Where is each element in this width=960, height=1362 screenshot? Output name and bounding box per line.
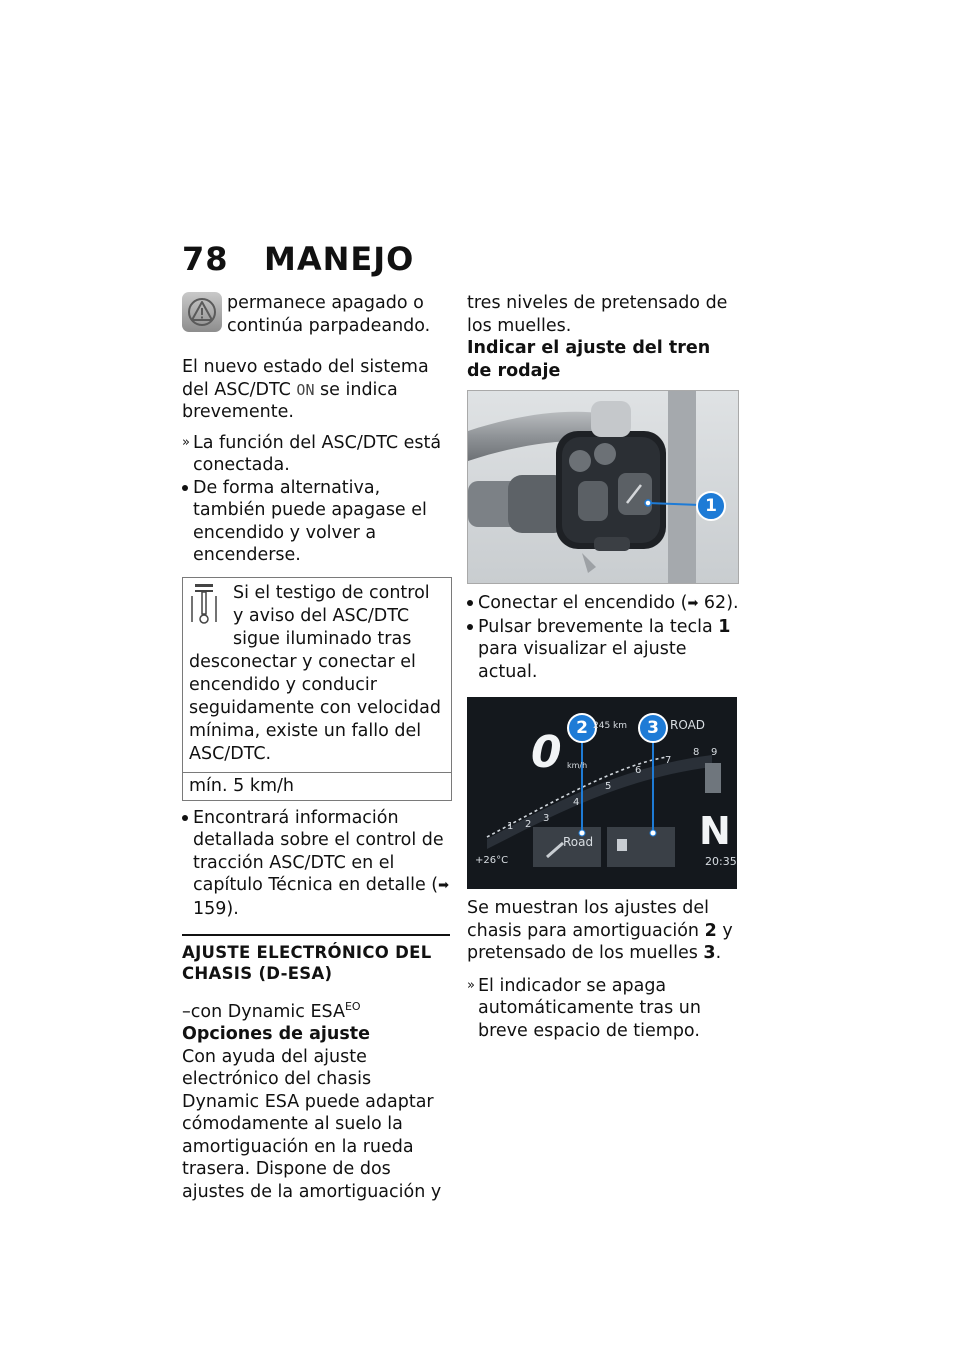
rpm-tick-6: 6: [635, 765, 642, 776]
page-reference-arrow-icon: ➡: [687, 596, 699, 611]
on-indicator: ON: [296, 380, 315, 399]
rpm-tick-5: 5: [605, 781, 612, 792]
callout-1: 1: [696, 491, 726, 521]
handlebar-switch-figure: [467, 390, 739, 584]
bullet-icon: [182, 815, 188, 821]
rpm-tick-4: 4: [573, 797, 580, 808]
bullet-item-reference: Encontrará información detallada sobre el control de tracción ASC/DTC en el capítulo Técnica en detalle (➡ 159).: [182, 807, 452, 921]
description-paragraph: Con ayuda del ajuste electrónico del chasis Dynamic ESA puede adaptar cómodamente al suelo la amortiguación en la rueda trasera. Dispone de dos ajustes de la amortiguación y: [182, 1046, 442, 1202]
section-title: MANEJO: [264, 240, 415, 278]
bullet-icon: [467, 600, 473, 606]
bullet-icon: [182, 485, 188, 491]
rpm-tick-8: 8: [693, 747, 700, 758]
rpm-tick-3: 3: [543, 813, 550, 824]
callout-2: 2: [567, 713, 597, 743]
subheading: Opciones de ajuste: [182, 1024, 371, 1045]
rpm-tick-1: 1: [507, 821, 514, 832]
section-divider: [182, 934, 450, 936]
note-box: [182, 577, 452, 801]
callout-3: 3: [638, 713, 668, 743]
rpm-tick-7: 7: [665, 755, 672, 766]
result-item: » El indicador se apaga automáticamente tras un breve espacio de tiempo.: [467, 975, 701, 1041]
warning-continuation: [182, 292, 452, 344]
riding-mode-label: ROAD: [670, 718, 706, 732]
bullet-item: De forma alternativa, también puede apagase el encendido y volver a encenderse.: [182, 477, 452, 567]
rpm-tick-9: 9: [711, 747, 718, 758]
settings-paragraph: Se muestran los ajustes del chasis para amortiguación 2 y pretensado de los muelles 3.: [467, 898, 733, 963]
status-paragraph: El nuevo estado del sistema del ASC/DTC ON se indica brevemente.: [182, 357, 429, 422]
clock-readout: 20:35: [705, 855, 737, 868]
section-heading: AJUSTE ELECTRÓNICO DEL CHASIS (D-ESA): [182, 943, 432, 983]
temperature-readout: +26°C: [475, 855, 509, 866]
continued-paragraph: tres niveles de pretensado de los muelles.: [467, 293, 728, 336]
left-column: [182, 292, 452, 1203]
page-reference-arrow-icon: ➡: [438, 878, 450, 893]
page-number: 78: [182, 240, 229, 278]
gear-indicator: N: [699, 809, 731, 853]
right-column: [467, 292, 739, 1042]
asc-warning-icon: [182, 292, 222, 332]
rpm-tick-2: 2: [525, 819, 532, 830]
odometer-readout: 245 km: [593, 721, 628, 731]
bullet-ignition: Conectar el encendido (➡ 62).: [467, 592, 739, 616]
result-item: » La función del ASC/DTC está conectada.: [182, 432, 442, 475]
page-reference-link[interactable]: 62).: [698, 593, 739, 613]
option-line: –con Dynamic $ESA^{EO}$: [182, 1000, 361, 1022]
option-code: EO: [344, 1000, 361, 1013]
warning-text: permanece apagado o continúa parpadeando.: [227, 293, 431, 336]
bullet-press-key: Pulsar brevemente la tecla 1 para visualizar el ajuste actual.: [467, 616, 739, 684]
speed-readout: 0: [531, 727, 562, 778]
note-text: Si el testigo de control y aviso del ASC/DTC sigue iluminado tras desconectar y conectar el encendido y conducir seguidamente con velocidad mínima, existe un fallo del ASC/DTC.: [189, 582, 441, 764]
speed-unit-label: km/h: [567, 761, 588, 770]
bullet-icon: [467, 624, 473, 630]
page-reference-link[interactable]: 159).: [193, 898, 239, 919]
damping-mode-label: Road: [563, 835, 594, 849]
wrench-note-icon: [189, 582, 229, 634]
result-chevron-icon: »: [467, 977, 475, 993]
note-footer: mín. 5 km/h: [183, 772, 451, 800]
subheading-display: Indicar el ajuste del tren de rodaje: [467, 338, 711, 381]
dashboard-display-figure: [467, 697, 737, 889]
result-chevron-icon: »: [182, 434, 190, 450]
